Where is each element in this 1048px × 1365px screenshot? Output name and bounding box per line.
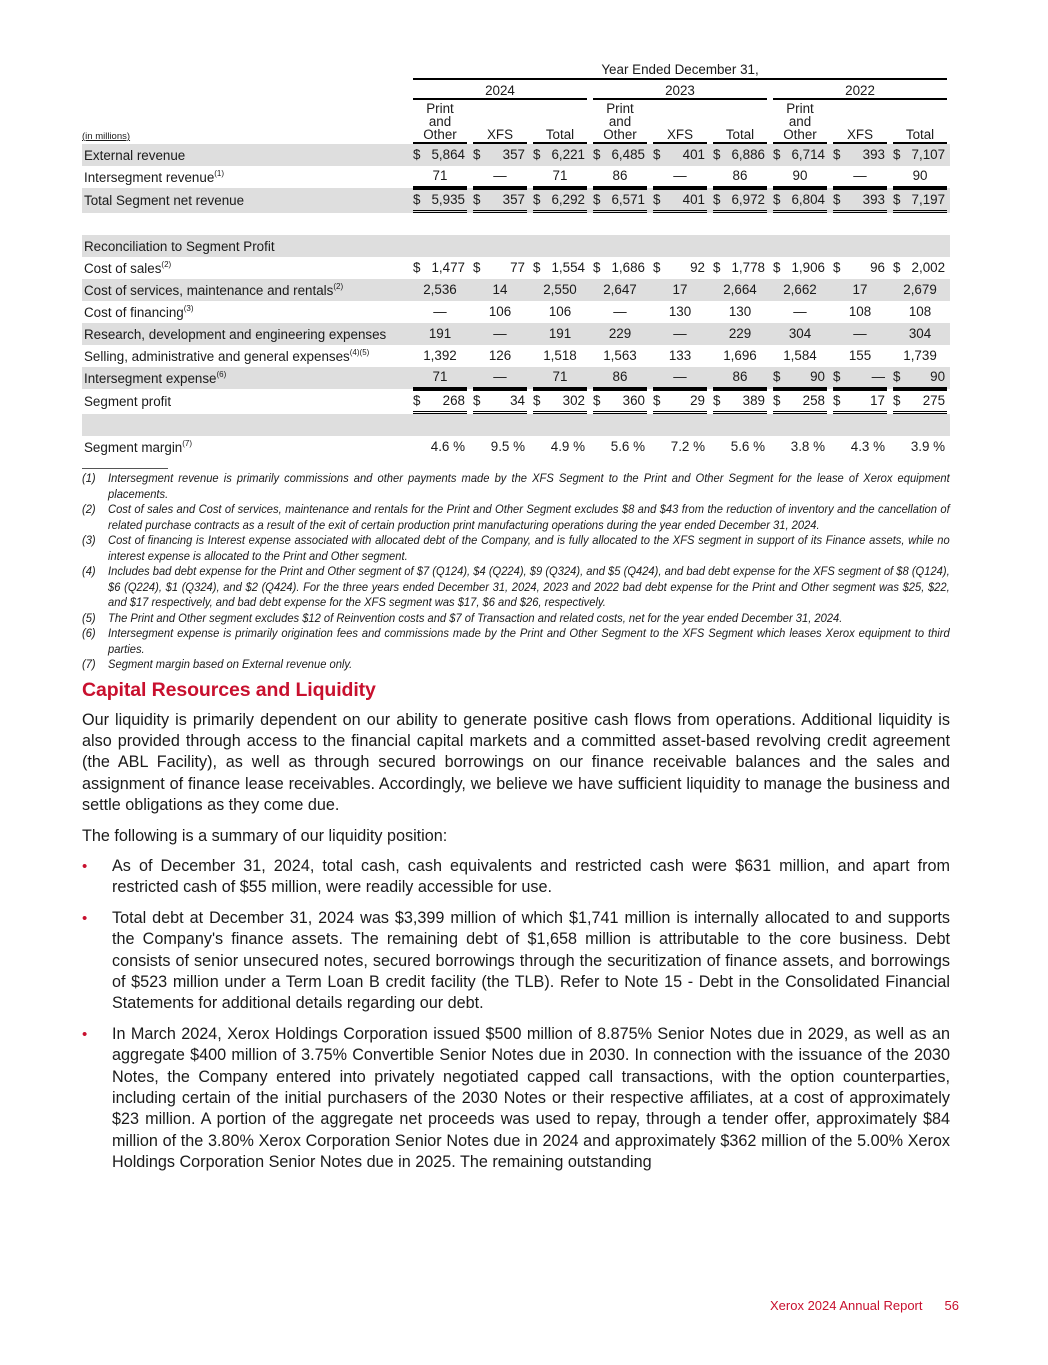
liquidity-bullets: [82, 856, 950, 1174]
table-cell: 71: [533, 367, 587, 389]
table-cell: [593, 389, 647, 414]
currency-symbol: $: [833, 147, 841, 162]
cell-value: 6,571: [611, 192, 645, 207]
table-cell: 126: [488, 348, 512, 363]
table-row: [82, 235, 950, 257]
table-cell: 7.2 %: [670, 439, 705, 454]
table-cell: 17: [672, 282, 688, 297]
table-cell: —: [473, 166, 527, 188]
column-header: [413, 102, 467, 144]
year-header-2024: 2024: [413, 83, 587, 100]
column-header-line: Print: [786, 101, 814, 116]
table-cell: —: [433, 304, 447, 319]
footnote-text: Cost of financing is Interest expense associated with allocated debt of the Company, and is fully allocated to the XFS segment in support of its Finance assets, while no interest expense is allocated to the Print and Other segment.: [108, 533, 950, 563]
row-label-text: Cost of sales: [84, 260, 162, 276]
row-label-text: Segment margin: [84, 439, 183, 455]
table-cell: 155: [848, 348, 872, 363]
spacer-row: [82, 213, 950, 235]
table-row: [82, 301, 950, 323]
currency-symbol: $: [893, 369, 901, 384]
table-cell: 106: [488, 304, 512, 319]
table-cell: [833, 145, 887, 165]
cell-value: 1,906: [791, 260, 825, 275]
cell-value: 302: [562, 393, 585, 408]
table-cell: —: [653, 367, 707, 389]
currency-symbol: $: [593, 147, 601, 162]
footnote-text: The Print and Other segment excludes $12 of Reinvention costs and $7 of Transaction and related costs, net for the year ended December 31, 2024.: [108, 610, 843, 625]
table-cell: [473, 389, 527, 414]
footnote-ref: (4)(5): [349, 347, 370, 357]
bullet-text: As of December 31, 2024, total cash, cash equivalents and restricted cash were $631 million, and apart from restricted cash of $55 million, were readily accessible for use.: [112, 856, 950, 897]
table-row: [82, 389, 950, 414]
year-header-2023: 2023: [593, 83, 767, 100]
table-row: [82, 166, 950, 188]
table-cell: 71: [413, 166, 467, 188]
cell-value: 360: [622, 393, 645, 408]
currency-symbol: $: [773, 369, 781, 384]
cell-value: 6,485: [611, 147, 645, 162]
table-cell: 133: [668, 348, 692, 363]
table-cell: 3.9 %: [910, 439, 946, 454]
currency-symbol: $: [713, 147, 721, 162]
row-label: [82, 235, 410, 257]
table-cell: 2,647: [603, 282, 637, 297]
cell-value: 6,221: [551, 147, 585, 162]
table-cell: [593, 145, 647, 165]
cell-value: 96: [870, 260, 885, 275]
table-cell: [893, 389, 947, 414]
table-row: [82, 436, 950, 458]
cell-value: 6,972: [731, 192, 765, 207]
column-header-line: Print: [606, 101, 634, 116]
cell-value: 401: [682, 192, 705, 207]
column-header-line: XFS: [846, 127, 874, 142]
cell-value: 258: [802, 393, 825, 408]
row-label: [82, 257, 410, 279]
table-cell: [773, 145, 827, 165]
column-header: [713, 128, 767, 144]
cell-value: 6,292: [551, 192, 585, 207]
row-label-text: Cost of financing: [84, 304, 184, 320]
currency-symbol: $: [653, 260, 661, 275]
cell-value: —: [871, 369, 885, 384]
currency-symbol: $: [593, 393, 601, 408]
table-cell: 14: [492, 282, 508, 297]
row-label: [82, 166, 410, 188]
table-cell: 1,392: [423, 348, 457, 363]
table-cell: [713, 188, 767, 213]
cell-value: 92: [690, 260, 705, 275]
column-header-line: and: [608, 114, 632, 129]
table-cell: [833, 258, 887, 278]
bullet-text: In March 2024, Xerox Holdings Corporation issued $500 million of 8.875% Senior Notes due in 2029, as well as an aggregate $400 million of 3.75% Convertible Senior Notes due in 2030. In connection with the issuance of the 2030 Notes, the Company entered into privately negotiated capped call transactions, with the option counterparties, including certain of the initial purchasers of the 2030 Notes or their respective affiliates, at a cost of approximately $23 million. A portion of the aggregate net proceeds was used to repay, through a tender offer, approximately $84 million of the 3.80% Xerox Corporation Senior Notes due in 2024 and approximately $362 million of the 5.00% Xerox Holdings Corporation Senior Notes due in 2025. The remaining outstanding: [112, 1024, 950, 1172]
currency-symbol: $: [773, 393, 781, 408]
table-cell: 130: [668, 304, 692, 319]
column-header: [833, 128, 887, 144]
currency-symbol: $: [893, 147, 901, 162]
table-row: [82, 144, 950, 166]
table-cell: [713, 258, 767, 278]
column-header-line: Other: [783, 127, 817, 142]
table-cell: [653, 188, 707, 213]
list-item: [82, 856, 950, 899]
table-cell: [533, 258, 587, 278]
column-header-line: Other: [603, 127, 637, 142]
table-cell: —: [793, 304, 807, 319]
row-label-text: External revenue: [84, 147, 186, 163]
currency-symbol: $: [893, 393, 901, 408]
column-header: [593, 102, 647, 144]
table-cell: 3.8 %: [790, 439, 825, 454]
footnote-text: Includes bad debt expense for the Print and Other segment of $7 (Q124), $4 (Q224), $9 (Q324), and $5 (Q424), and bad debt expense for the XFS segment of $8 (Q124), $6 (Q224), $1 (Q324), and $2 (Q424). For the three years ended December 31, 2024, 2023 and 2022 bad debt expense for the Print and Other segment was $25, $22, and $17 respectively, and bad debt expense for the XFS segment was $17, $6 and $26, respectively.: [108, 564, 950, 609]
units-label: (in millions): [82, 131, 131, 142]
cell-value: 1,778: [731, 260, 765, 275]
table-cell: [893, 258, 947, 278]
cell-value: 357: [502, 147, 525, 162]
table-cell: [473, 258, 527, 278]
footnote-number: (7): [82, 657, 96, 671]
table-cell: 229: [608, 326, 632, 341]
table-cell: 2,536: [423, 282, 457, 297]
table-row: [82, 188, 950, 213]
page: [82, 62, 950, 1183]
column-header-line: and: [428, 114, 452, 129]
footnote-text: Intersegment expense is primarily origination fees and commissions made by the Print and Other Segment to the XFS Segment which leases Xerox equipment to third parties.: [108, 626, 950, 656]
footnote-text: Segment margin based on External revenue only.: [108, 657, 353, 671]
page-footer: [770, 1298, 959, 1313]
footnote: [82, 502, 950, 533]
footnote: [82, 564, 950, 611]
cell-value: 90: [810, 369, 825, 384]
page-number: 56: [944, 1298, 959, 1313]
currency-symbol: $: [413, 192, 421, 207]
table-cell: [833, 389, 887, 414]
column-header-line: Other: [423, 127, 457, 142]
bullet-icon: •: [82, 1025, 88, 1043]
cell-value: 389: [742, 393, 765, 408]
table-cell: 1,584: [783, 348, 817, 363]
table-cell: 4.3 %: [850, 439, 885, 454]
table-cell: [773, 258, 827, 278]
bullet-text: Total debt at December 31, 2024 was $3,399 million of which $1,741 million is internally allocated to and supports the Company's finance assets. The remaining debt of $1,658 million is attributable to the core business. Debt consists of senior unsecured notes, secured borrowings through the securitization of finance assets, and borrowings of $523 million under a Term Loan B credit facility (the TLB). Refer to Note 15 - Debt in the Consolidated Financial Statements for additional details regarding our debt.: [112, 908, 950, 1013]
footnote-number: (5): [82, 610, 96, 625]
table-cell: 2,662: [783, 282, 817, 297]
table-cell: [773, 367, 827, 389]
table-cell: 304: [788, 326, 812, 341]
footnote: [82, 657, 950, 673]
spacer-row: [82, 414, 950, 436]
table-row: [82, 367, 950, 389]
currency-symbol: $: [653, 393, 661, 408]
table-cell: [773, 389, 827, 414]
table-cell: [533, 145, 587, 165]
list-item: [82, 908, 950, 1015]
column-header: [893, 128, 947, 144]
table-cell: 106: [548, 304, 572, 319]
row-label: [82, 367, 410, 389]
column-header-line: XFS: [486, 127, 514, 142]
segment-table: [82, 62, 950, 458]
table-cell: [893, 145, 947, 165]
table-cell: 4.9 %: [550, 439, 585, 454]
table-cell: 86: [593, 367, 647, 389]
currency-symbol: $: [893, 260, 901, 275]
cell-value: 393: [862, 192, 885, 207]
column-header-line: Total: [905, 127, 935, 142]
table-cell: —: [473, 367, 527, 389]
table-cell: 2,679: [903, 282, 937, 297]
cell-value: 401: [682, 147, 705, 162]
currency-symbol: $: [833, 369, 841, 384]
section-body: [82, 710, 950, 1174]
currency-symbol: $: [833, 260, 841, 275]
table-cell: 71: [533, 166, 587, 188]
currency-symbol: $: [413, 393, 421, 408]
currency-symbol: $: [473, 147, 481, 162]
report-title: Xerox 2024 Annual Report: [770, 1298, 923, 1313]
table-cell: 86: [593, 166, 647, 188]
table-cell: 5.6 %: [730, 439, 765, 454]
cell-value: 393: [862, 147, 885, 162]
table-cell: [473, 188, 527, 213]
footnote-number: (3): [82, 533, 96, 547]
table-cell: [773, 188, 827, 213]
table-cell: 191: [428, 326, 452, 341]
currency-symbol: $: [473, 260, 481, 275]
currency-symbol: $: [533, 393, 541, 408]
bullet-icon: •: [82, 909, 88, 927]
period-header: Year Ended December 31,: [413, 62, 947, 80]
cell-value: 275: [922, 393, 946, 408]
row-label: [82, 188, 410, 213]
table-cell: [413, 258, 467, 278]
cell-value: 1,686: [611, 260, 645, 275]
table-cell: 304: [908, 326, 932, 341]
cell-value: 1,477: [431, 260, 465, 275]
list-item: [82, 1024, 950, 1174]
column-header-line: and: [788, 114, 812, 129]
section-title: Capital Resources and Liquidity: [82, 678, 376, 701]
row-label-text: Cost of services, maintenance and rentals: [84, 282, 334, 298]
column-header: [773, 102, 827, 144]
footnote-number: (1): [82, 471, 96, 485]
table-cell: 1,696: [723, 348, 757, 363]
row-label: [82, 301, 410, 323]
row-label-text: Intersegment revenue: [84, 169, 215, 185]
row-label: [82, 279, 410, 301]
currency-symbol: $: [833, 192, 841, 207]
table-cell: [593, 188, 647, 213]
year-header-2022: 2022: [773, 83, 947, 100]
currency-symbol: $: [413, 147, 421, 162]
column-header-line: Print: [426, 101, 454, 116]
table-cell: —: [853, 326, 867, 341]
cell-value: 6,714: [791, 147, 825, 162]
table-cell: [413, 188, 467, 213]
footnote: [82, 626, 950, 657]
table-cell: —: [673, 326, 687, 341]
column-header-line: Total: [725, 127, 755, 142]
cell-value: 90: [930, 369, 946, 384]
table-row: [82, 257, 950, 279]
currency-symbol: $: [593, 192, 601, 207]
table-cell: 9.5 %: [490, 439, 525, 454]
table-cell: —: [653, 166, 707, 188]
cell-value: 5,864: [431, 147, 465, 162]
currency-symbol: $: [593, 260, 601, 275]
table-cell: [413, 145, 467, 165]
table-cell: —: [833, 166, 887, 188]
row-label-text: Segment profit: [84, 394, 172, 409]
column-header: [533, 128, 587, 144]
table-cell: [833, 367, 887, 389]
row-label: [82, 144, 410, 166]
cell-value: 2,002: [911, 260, 946, 275]
table-cell: 130: [728, 304, 752, 319]
cell-value: 17: [870, 393, 885, 408]
currency-symbol: $: [773, 147, 781, 162]
footnote-ref: (2): [161, 259, 172, 269]
table-cell: 1,518: [543, 348, 577, 363]
table-cell: 2,550: [543, 282, 577, 297]
table-cell: 1,563: [603, 348, 637, 363]
bullet-icon: •: [82, 857, 88, 875]
currency-symbol: $: [773, 192, 781, 207]
currency-symbol: $: [533, 147, 541, 162]
table-cell: —: [493, 326, 507, 341]
cell-value: 29: [690, 393, 705, 408]
currency-symbol: $: [653, 147, 661, 162]
row-label-text: Total Segment net revenue: [84, 193, 245, 208]
cell-value: 5,935: [431, 192, 465, 207]
footnote-ref: (7): [182, 438, 193, 448]
table-cell: [473, 145, 527, 165]
table-cell: [653, 145, 707, 165]
footnote-text: Cost of sales and Cost of services, maintenance and rentals for the Print and Other Segment excludes $8 and $43 from the reduction of inventory and the cancellation of related purchase contracts as a result of the exit of certain production print manufacturing operations during the year ended December 31, 2024.: [108, 502, 950, 532]
currency-symbol: $: [893, 192, 901, 207]
table-cell: [893, 188, 947, 213]
column-header: [473, 128, 527, 144]
footnote-ref: (2): [333, 281, 344, 291]
cell-value: 7,197: [911, 192, 946, 207]
footnote-ref: (3): [183, 303, 194, 313]
footnote-rule: [82, 468, 168, 469]
table-cell: [833, 188, 887, 213]
column-header-line: XFS: [666, 127, 694, 142]
row-label-text: Selling, administrative and general expenses: [84, 348, 350, 364]
cell-value: 7,107: [911, 147, 946, 162]
footnote-text: Intersegment revenue is primarily commissions and other payments made by the XFS Segment to the Print and Other Segment for the lease of Xerox equipment placements.: [108, 471, 950, 501]
table-cell: 5.6 %: [610, 439, 645, 454]
table-cell: —: [613, 304, 627, 319]
currency-symbol: $: [533, 192, 541, 207]
footnote: [82, 533, 950, 564]
footnote-ref: (1): [214, 168, 225, 178]
row-label: [82, 345, 410, 367]
summary-lead: The following is a summary of our liquidity position:: [82, 826, 448, 845]
cell-value: 77: [510, 260, 525, 275]
table-cell: [713, 389, 767, 414]
table-cell: 17: [852, 282, 868, 297]
row-label: [82, 323, 410, 345]
table-cell: 229: [728, 326, 752, 341]
footnote: [82, 471, 950, 502]
footnote: [82, 611, 950, 627]
currency-symbol: $: [413, 260, 421, 275]
cell-value: 6,886: [731, 147, 765, 162]
table-cell: 191: [548, 326, 572, 341]
table-cell: [653, 258, 707, 278]
table-cell: 1,739: [903, 348, 937, 363]
table-cell: 108: [908, 304, 932, 319]
intro-paragraph: Our liquidity is primarily dependent on our ability to generate positive cash flows from operations. Additional liquidity is also provided through access to the financial capital markets and a committed asset-based revolving credit agreement (the ABL Facility), as well as through secured borrowings on our finance receivable balances and the sales and assignment of finance lease receivables. Accordingly, we believe we have sufficient liquidity to manage the business and settle obligations as they come due.: [82, 710, 950, 815]
row-label-text: Research, development and engineering expenses: [84, 326, 387, 342]
row-label-text: Intersegment expense: [84, 370, 217, 386]
table-cell: [713, 145, 767, 165]
table-cell: [533, 188, 587, 213]
table-cell: 90: [773, 166, 827, 188]
currency-symbol: $: [473, 393, 481, 408]
currency-symbol: $: [473, 192, 481, 207]
table-cell: [653, 389, 707, 414]
table-cell: 86: [713, 166, 767, 188]
table-row: [82, 279, 950, 301]
column-header-line: Total: [545, 127, 575, 142]
cell-value: 268: [442, 393, 465, 408]
table-cell: 86: [713, 367, 767, 389]
table-cell: [413, 389, 467, 414]
currency-symbol: $: [713, 260, 721, 275]
row-label-text: Reconciliation to Segment Profit: [84, 238, 275, 254]
table-cell: 4.6 %: [430, 439, 465, 454]
table-cell: 71: [413, 367, 467, 389]
footnote-number: (2): [82, 502, 96, 516]
cell-value: 34: [510, 393, 525, 408]
cell-value: 6,804: [791, 192, 825, 207]
table-cell: 90: [893, 166, 947, 188]
currency-symbol: $: [713, 393, 721, 408]
cell-value: 1,554: [551, 260, 585, 275]
table-row: [82, 323, 950, 345]
column-header: [653, 128, 707, 144]
currency-symbol: $: [713, 192, 721, 207]
footnotes: [82, 471, 950, 673]
cell-value: 357: [502, 192, 525, 207]
table-cell: 2,664: [723, 282, 757, 297]
currency-symbol: $: [533, 260, 541, 275]
table-row: [82, 345, 950, 367]
spacer: [82, 62, 410, 80]
table-cell: [533, 389, 587, 414]
footnote-ref: (6): [216, 369, 227, 379]
footnote-number: (4): [82, 564, 96, 578]
table-cell: 108: [848, 304, 872, 319]
currency-symbol: $: [773, 260, 781, 275]
footnote-number: (6): [82, 626, 96, 640]
table-cell: [593, 258, 647, 278]
row-label: [82, 436, 410, 458]
currency-symbol: $: [833, 393, 841, 408]
currency-symbol: $: [653, 192, 661, 207]
row-label: [82, 389, 410, 414]
table-cell: [893, 367, 947, 389]
